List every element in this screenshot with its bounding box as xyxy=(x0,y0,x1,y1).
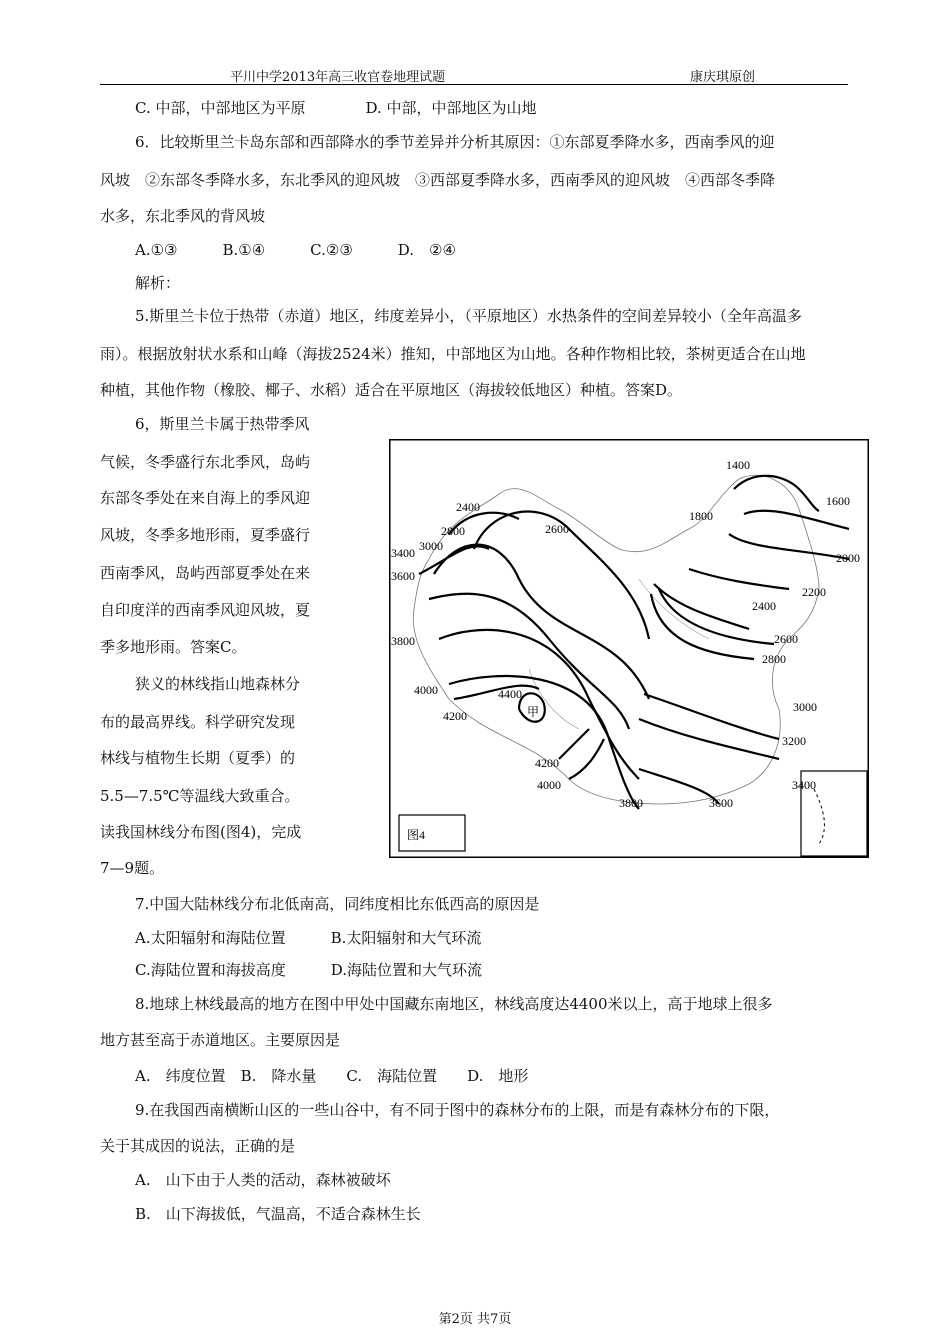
intro-text-cont: 7—9题。 xyxy=(100,859,165,877)
isoline-label: 3800 xyxy=(619,796,643,810)
analysis-6-cont: 气候，冬季盛行东北季风，岛屿 xyxy=(100,453,311,471)
question-8-options: A. 纬度位置 B. 降水量 C. 海陆位置 D. 地形 xyxy=(135,1067,529,1085)
analysis-5: 5.斯里兰卡位于热带（赤道）地区，纬度差异小，（平原地区）水热条件的空间差异较小（全年高温多 xyxy=(135,307,802,325)
isoline-label: 2200 xyxy=(802,585,826,599)
isoline-label: 2400 xyxy=(456,500,480,514)
isoline-label: 3400 xyxy=(391,546,415,560)
question-6-cont: 水多，东北季风的背风坡 xyxy=(100,207,266,225)
isoline-label: 4200 xyxy=(535,756,559,770)
analysis-5-cont: 种植，其他作物（橡胶、椰子、水稻）适合在平原地区（海拔较低地区）种植。答案D。 xyxy=(100,381,683,399)
isoline-label: 2600 xyxy=(545,522,569,536)
isoline-label: 3000 xyxy=(793,700,817,714)
point-jia: 甲 xyxy=(527,705,540,719)
page-footer: 第2页 共7页 xyxy=(438,1312,512,1327)
isoline-label: 2400 xyxy=(752,599,776,613)
header-title: 平川中学2013年高三收官卷地理试题 xyxy=(230,70,446,85)
intro-text: 狭义的林线指山地森林分 xyxy=(135,675,301,693)
isoline-label: 3400 xyxy=(792,778,816,792)
intro-text-cont: 读我国林线分布图(图4)，完成 xyxy=(100,823,302,841)
analysis-6-cont: 风坡，冬季多地形雨，夏季盛行 xyxy=(100,526,311,544)
page-header xyxy=(100,66,848,85)
question-8: 8.地球上林线最高的地方在图中甲处中国藏东南地区，林线高度达4400米以上，高于地球上很多 xyxy=(135,995,773,1013)
question-7-options: C.海陆位置和海拔高度 D.海陆位置和大气环流 xyxy=(135,961,482,979)
isoline-label: 1600 xyxy=(826,494,850,508)
question-7-options: A.太阳辐射和海陆位置 B.太阳辐射和大气环流 xyxy=(135,929,482,947)
map-caption: 图4 xyxy=(407,828,426,842)
question-7: 7.中国大陆林线分布北低南高，同纬度相比东低西高的原因是 xyxy=(135,895,540,913)
analysis-heading: 解析： xyxy=(135,274,181,292)
isoline-label: 3200 xyxy=(782,734,806,748)
isoline-label: 2000 xyxy=(836,551,860,565)
question-6: 6．比较斯里兰卡岛东部和西部降水的季节差异并分析其原因：①东部夏季降水多，西南季风的迎 xyxy=(135,133,775,151)
analysis-6-cont: 季多地形雨。答案C。 xyxy=(100,638,247,656)
isoline-label: 3000 xyxy=(419,539,443,553)
question-8-cont: 地方甚至高于赤道地区。主要原因是 xyxy=(100,1031,341,1049)
intro-text-cont: 5.5—7.5℃等温线大致重合。 xyxy=(100,787,300,805)
header-author: 康庆琪原创 xyxy=(690,70,756,85)
question-9-option-b: B. 山下海拔低，气温高，不适合森林生长 xyxy=(135,1205,421,1223)
analysis-6-cont: 西南季风，岛屿西部夏季处在来 xyxy=(100,564,311,582)
analysis-6-cont: 东部冬季处在来自海上的季风迎 xyxy=(100,489,311,507)
question-9-option-a: A. 山下由于人类的活动，森林被破坏 xyxy=(135,1171,391,1189)
intro-text-cont: 布的最高界线。科学研究发现 xyxy=(100,713,296,731)
isoline-label: 3600 xyxy=(709,796,733,810)
option-line: C. 中部，中部地区为平原 D. 中部，中部地区为山地 xyxy=(135,99,537,117)
question-9: 9.在我国西南横断山区的一些山谷中，有不同于图中的森林分布的上限，而是有森林分布的下限， xyxy=(135,1101,780,1119)
isoline-label: 4000 xyxy=(414,683,438,697)
isoline-label: 2600 xyxy=(774,632,798,646)
analysis-5-cont: 雨）。根据放射状水系和山峰（海拔2524米）推知，中部地区为山地。各种作物相比较，茶树更适合在山地 xyxy=(100,345,806,363)
isoline-label: 3800 xyxy=(391,634,415,648)
isoline-label: 4200 xyxy=(443,709,467,723)
isoline-label: 1800 xyxy=(689,509,713,523)
question-9-cont: 关于其成因的说法，正确的是 xyxy=(100,1137,296,1155)
analysis-6-cont: 自印度洋的西南季风迎风坡，夏 xyxy=(100,601,311,619)
question-6-options: A.①③ B.①④ C.②③ D. ②④ xyxy=(135,241,456,259)
isoline-label: 4000 xyxy=(537,778,561,792)
isoline-label: 4400 xyxy=(498,687,522,701)
isoline-label: 1400 xyxy=(726,458,750,472)
isoline-label: 2800 xyxy=(441,524,465,538)
analysis-6: 6，斯里兰卡属于热带季风 xyxy=(135,415,310,433)
intro-text-cont: 林线与植物生长期（夏季）的 xyxy=(100,749,296,767)
isoline-label: 2800 xyxy=(762,652,786,666)
treeline-map-figure xyxy=(389,439,869,858)
isoline-label: 3600 xyxy=(391,569,415,583)
question-6-cont: 风坡 ②东部冬季降水多，东北季风的迎风坡 ③西部夏季降水多，西南季风的迎风坡 ④西部冬季降 xyxy=(100,171,776,189)
